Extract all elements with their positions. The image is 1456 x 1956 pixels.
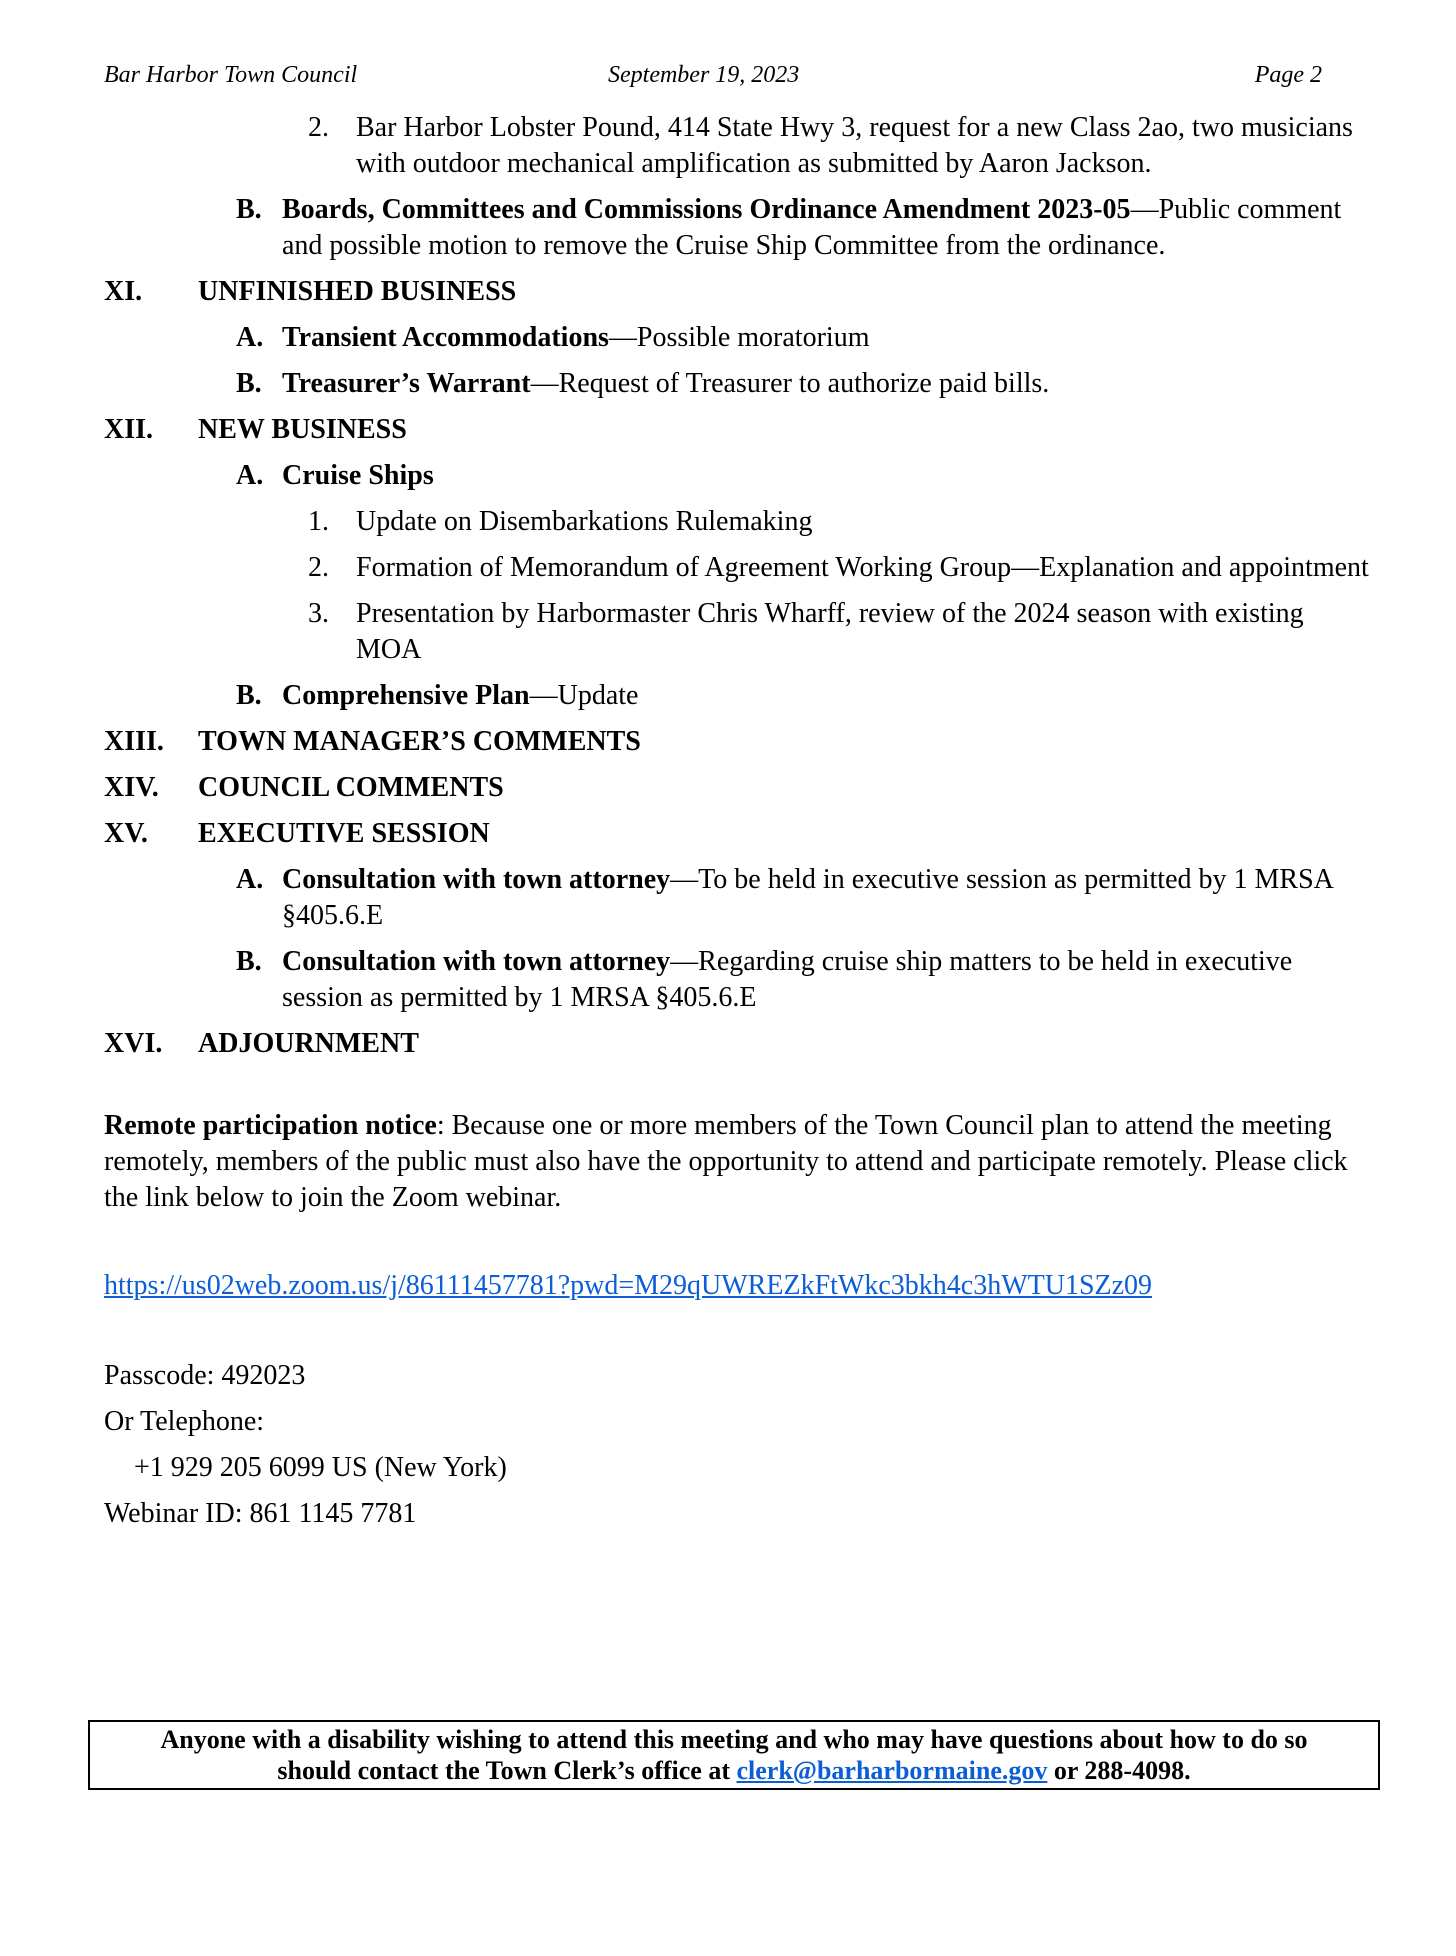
item-letter: A. <box>236 322 264 353</box>
section-xiii-heading <box>104 724 1374 760</box>
item-letter: A. <box>236 460 264 491</box>
item-letter: B. <box>236 368 262 399</box>
section-number: XI. <box>104 276 143 307</box>
item-letter: B. <box>236 680 262 711</box>
passcode-line: Passcode: 492023 <box>104 1360 306 1391</box>
agenda-item-xv-a <box>104 862 1374 934</box>
remote-notice-text: : Because one or more members of the Town Council plan to attend the meeting remotely, members of the public must also have the opportunity to attend and participate remotely. Please click the link below to join the Zoom webinar. <box>104 1110 1348 1213</box>
agenda-item-xv-b <box>104 944 1374 1016</box>
item-title: Treasurer’s Warrant <box>282 368 531 399</box>
remote-participation-notice <box>104 1108 1374 1216</box>
section-title: UNFINISHED BUSINESS <box>198 276 517 307</box>
agenda-item-xii-a-3 <box>104 596 1374 668</box>
telephone-number: +1 929 205 6099 US (New York) <box>134 1452 507 1483</box>
section-number: XVI. <box>104 1028 163 1059</box>
item-text: Bar Harbor Lobster Pound, 414 State Hwy 3, request for a new Class 2ao, two musicians with outdoor mechanical amplification as submitted by Aaron Jackson. <box>356 112 1353 179</box>
section-title: TOWN MANAGER’S COMMENTS <box>198 726 641 757</box>
section-xiv-heading <box>104 770 1374 806</box>
notice-line-2-prefix: should contact the Town Clerk’s office at <box>277 1756 737 1785</box>
item-title: Transient Accommodations <box>282 322 609 353</box>
section-title: ADJOURNMENT <box>198 1028 419 1059</box>
section-title: COUNCIL COMMENTS <box>198 772 504 803</box>
remote-notice-label: Remote participation notice <box>104 1110 437 1141</box>
telephone-label: Or Telephone: <box>104 1406 265 1437</box>
item-letter: B. <box>236 946 262 977</box>
section-title: NEW BUSINESS <box>198 414 407 445</box>
item-title: Boards, Committees and Commissions Ordinance Amendment 2023-05 <box>282 194 1131 225</box>
item-text: —Regarding cruise ship matters to be held in executive session as permitted by 1 MRSA §405.6.E <box>282 946 1293 1013</box>
section-xi-heading <box>104 274 1374 310</box>
accessibility-notice-box <box>88 1720 1380 1790</box>
header-date: September 19, 2023 <box>608 62 800 88</box>
section-xvi-heading <box>104 1026 1374 1062</box>
item-title: Cruise Ships <box>282 460 434 491</box>
item-number: 2. <box>308 552 329 583</box>
item-letter: A. <box>236 864 264 895</box>
item-letter: B. <box>236 194 262 225</box>
page-header <box>104 62 1322 92</box>
agenda-item-xii-a-2 <box>104 550 1374 586</box>
agenda-item-xii-a <box>104 458 1374 494</box>
header-page-number: Page 2 <box>1254 62 1322 88</box>
item-title: Consultation with town attorney <box>282 864 671 895</box>
section-number: XII. <box>104 414 154 445</box>
webinar-id: Webinar ID: 861 1145 7781 <box>104 1498 417 1529</box>
item-text: Presentation by Harbormaster Chris Wharff, review of the 2024 season with existing MOA <box>356 598 1304 665</box>
agenda-item-xii-a-1 <box>104 504 1374 540</box>
notice-line-1: Anyone with a disability wishing to attend this meeting and who may have questions about how to do so <box>160 1725 1308 1754</box>
item-text: —Request of Treasurer to authorize paid bills. <box>530 368 1050 399</box>
section-xv-heading <box>104 816 1374 852</box>
item-text: —Possible moratorium <box>608 322 870 353</box>
item-title: Comprehensive Plan <box>282 680 530 711</box>
zoom-link-line <box>104 1268 1374 1304</box>
section-xii-heading <box>104 412 1374 448</box>
agenda-item-xi-b <box>104 366 1374 402</box>
item-number: 2. <box>308 112 329 143</box>
agenda-item-x-b <box>104 192 1374 264</box>
clerk-email-link[interactable]: clerk@barharbormaine.gov <box>736 1756 1048 1785</box>
header-council-name: Bar Harbor Town Council <box>104 62 358 88</box>
section-number: XIII. <box>104 726 164 757</box>
zoom-webinar-link[interactable]: https://us02web.zoom.us/j/86111457781?pwd=M29qUWREZkFtWkc3bkh4c3hWTU1SZz09 <box>104 1270 1153 1301</box>
agenda-content <box>104 110 1374 1532</box>
item-number: 3. <box>308 598 329 629</box>
item-text: Update on Disembarkations Rulemaking <box>356 506 813 537</box>
item-text: —Update <box>529 680 639 711</box>
item-text: Formation of Memorandum of Agreement Working Group—Explanation and appointment <box>356 552 1369 583</box>
section-number: XIV. <box>104 772 159 803</box>
agenda-item-xii-b <box>104 678 1374 714</box>
item-number: 1. <box>308 506 329 537</box>
agenda-item-xi-a <box>104 320 1374 356</box>
notice-line-2-suffix: or 288-4098. <box>1047 1756 1191 1785</box>
section-number: XV. <box>104 818 148 849</box>
item-text: —To be held in executive session as permitted by 1 MRSA §405.6.E <box>282 864 1333 931</box>
item-text: —Public comment and possible motion to remove the Cruise Ship Committee from the ordinance. <box>282 194 1342 261</box>
agenda-item-x-a-2 <box>104 110 1374 182</box>
item-title: Consultation with town attorney <box>282 946 671 977</box>
section-title: EXECUTIVE SESSION <box>198 818 490 849</box>
notice-line-2 <box>90 1755 1378 1786</box>
